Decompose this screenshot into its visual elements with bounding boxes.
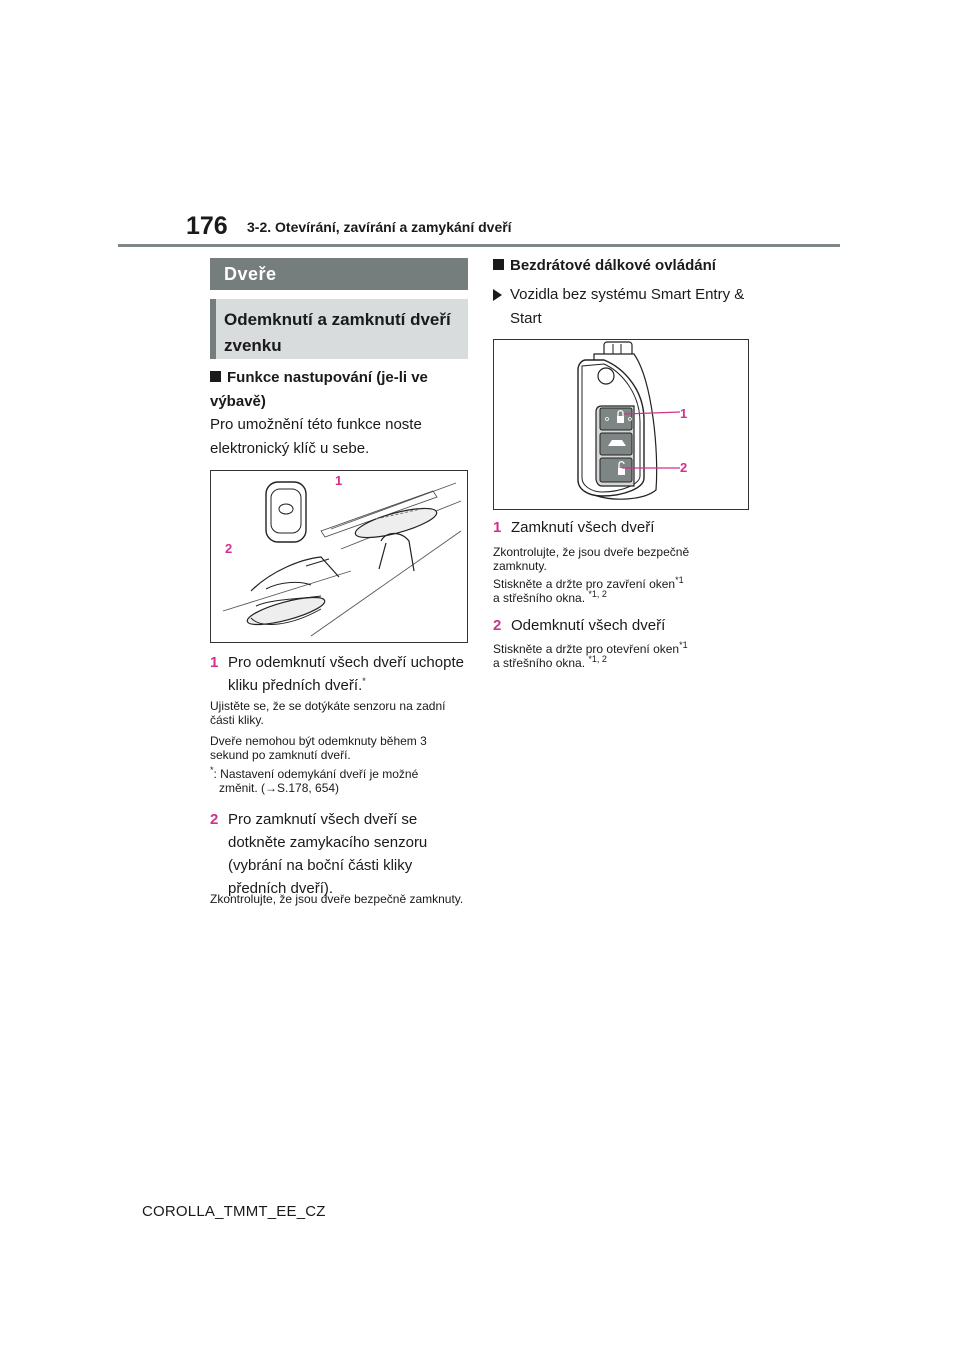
document-code: COROLLA_TMMT_EE_CZ	[142, 1203, 326, 1220]
bullet-no-smart-entry: Vozidla bez systému Smart Entry & Start	[493, 283, 753, 331]
figure-label-1: 1	[680, 406, 688, 421]
note-touch-sensor: Ujistěte se, že se dotýkáte senzoru na zadní části kliky.	[210, 699, 446, 727]
page-number: 176	[186, 212, 228, 240]
key-fob-illustration	[494, 340, 748, 509]
note-check-locked: Zkontrolujte, že jsou dveře bezpečně zamknuty.	[210, 892, 464, 906]
chapter-title: 3-2. Otevírání, zavírání a zamykání dveří	[247, 219, 512, 235]
figure-label-1: 1	[335, 473, 343, 488]
door-handle-illustration	[211, 471, 467, 642]
note-unlock-delay: Dveře nemohou být odemknuty během 3 sekund po zamknutí dveří.	[210, 734, 427, 762]
step-number: 2	[210, 811, 219, 828]
step-number: 1	[210, 654, 219, 671]
section-title: Dveře	[210, 258, 468, 290]
heading-remote-control: Bezdrátové dálkové ovládání	[493, 254, 753, 278]
figure-label-2: 2	[680, 460, 688, 475]
step-number: 1	[493, 519, 502, 536]
figure-door-handle	[210, 470, 468, 643]
note-check-locked: Zkontrolujte, že jsou dveře bezpečně zamknuty.	[493, 545, 690, 573]
footnote-settings: *: Nastavení odemykání dveří je možné změnit. (→S.178, 654)	[210, 765, 419, 795]
subsection-title: Odemknutí a zamknutí dveří zvenku	[210, 299, 468, 359]
step-1-unlock: 1 Pro odemknutí všech dveří uchopte kliku předních dveří.*	[210, 651, 465, 697]
step-1-lock-all: 1 Zamknutí všech dveří	[493, 516, 753, 539]
step-2-unlock-all: 2 Odemknutí všech dveří	[493, 614, 753, 637]
square-bullet-icon	[493, 259, 504, 270]
note-close-windows: Stiskněte a držte pro zavření oken$^{*1}$ a střešního okna. $^{*1, 2}$	[493, 575, 684, 605]
heading-entry-function: Funkce nastupování (je-li ve výbavě)	[210, 369, 428, 410]
step-2-lock: 2 Pro zamknutí všech dveří se dotkněte zamykacího senzoru (vybrání na boční části kliky předních dveří).	[210, 808, 465, 900]
step-number: 2	[493, 617, 502, 634]
note-open-windows: Stiskněte a držte pro otevření oken$^{*1}$ a střešního okna. $^{*1, 2}$	[493, 640, 688, 670]
square-bullet-icon	[210, 371, 221, 382]
figure-label-2: 2	[225, 541, 233, 556]
intro-text: Pro umožnění této funkce noste elektronický klíč u sebe.	[210, 416, 422, 457]
header-rule	[118, 244, 840, 247]
figure-key-fob	[493, 339, 749, 510]
triangle-bullet-icon	[493, 289, 502, 301]
